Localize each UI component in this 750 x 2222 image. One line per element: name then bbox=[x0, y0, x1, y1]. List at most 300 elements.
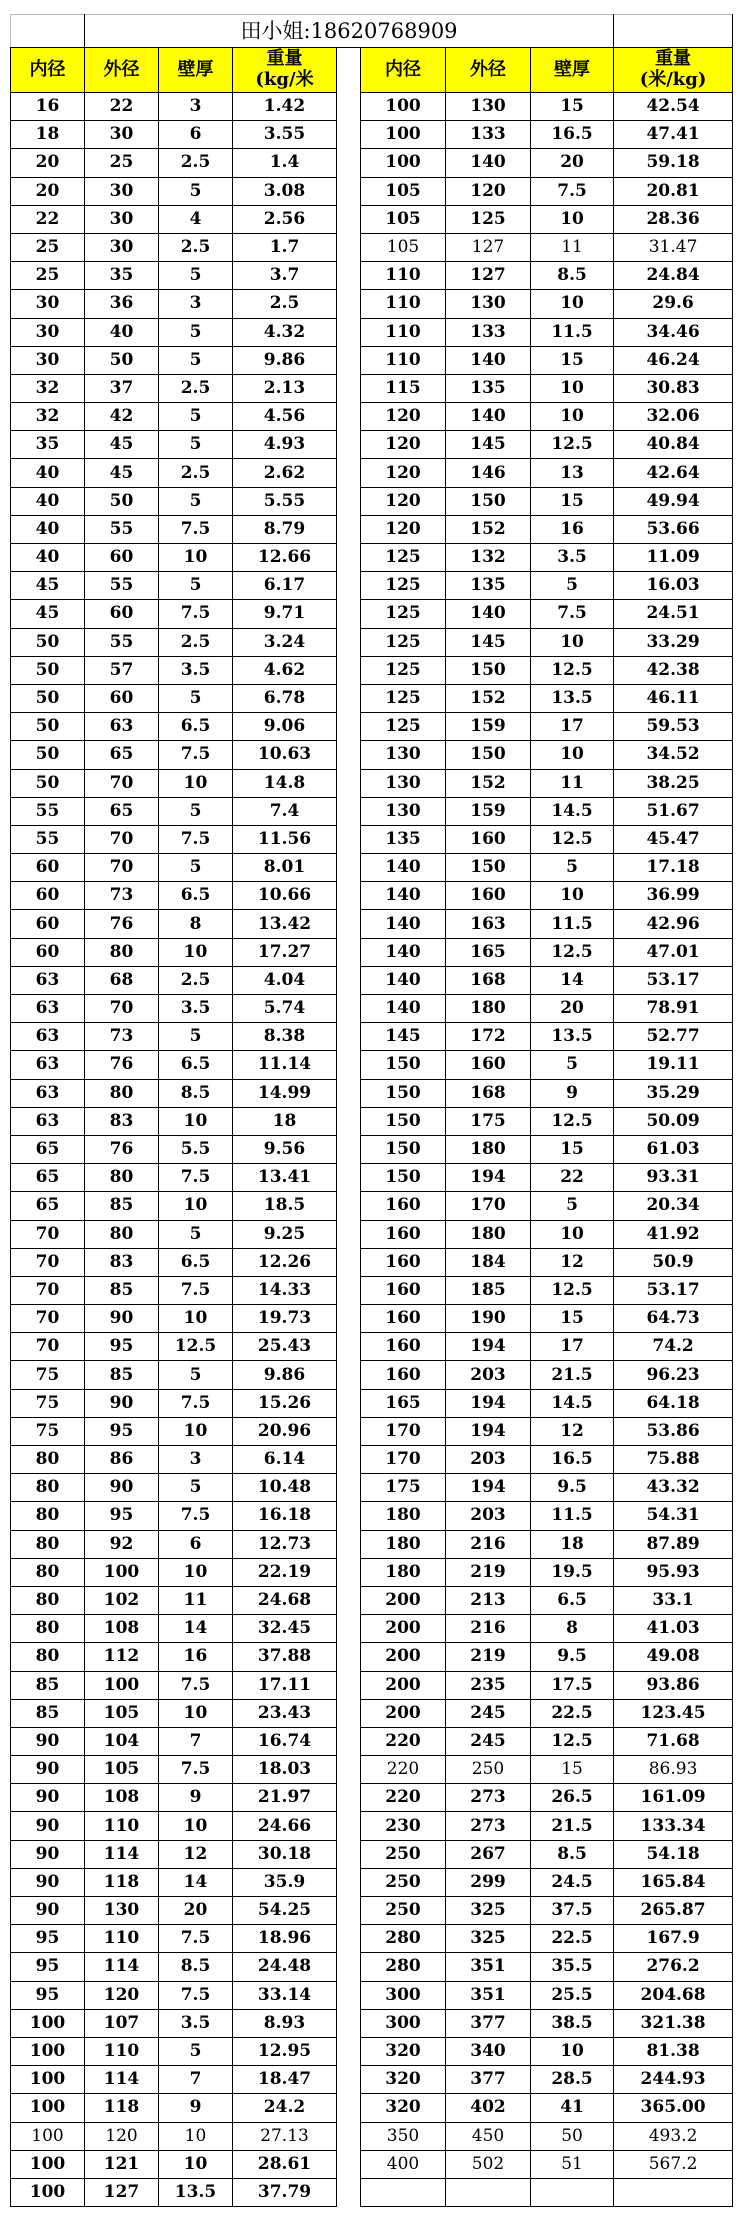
cell-right-inner-diameter: 170 bbox=[361, 1417, 446, 1445]
cell-left-wall-thickness: 3.5 bbox=[159, 995, 233, 1023]
cell-left-outer-diameter: 60 bbox=[85, 544, 159, 572]
table-row bbox=[11, 854, 733, 882]
cell-right-wall-thickness: 8.5 bbox=[531, 262, 614, 290]
cell-left-inner-diameter: 80 bbox=[11, 1615, 85, 1643]
cell-right-weight: 53.86 bbox=[614, 1417, 733, 1445]
column-gap bbox=[337, 628, 361, 656]
cell-left-weight: 3.55 bbox=[233, 121, 337, 149]
cell-right-inner-diameter: 120 bbox=[361, 403, 446, 431]
cell-left-wall-thickness: 7.5 bbox=[159, 1981, 233, 2009]
cell-right-weight: 161.09 bbox=[614, 1784, 733, 1812]
cell-left-outer-diameter: 80 bbox=[85, 1220, 159, 1248]
cell-right-inner-diameter: 250 bbox=[361, 1897, 446, 1925]
cell-right-weight: 276.2 bbox=[614, 1953, 733, 1981]
cell-right-wall-thickness: 15 bbox=[531, 346, 614, 374]
cell-right-inner-diameter: 400 bbox=[361, 2150, 446, 2178]
table-row bbox=[11, 515, 733, 543]
cell-left-inner-diameter: 22 bbox=[11, 205, 85, 233]
cell-right-weight: 95.93 bbox=[614, 1558, 733, 1586]
cell-right-outer-diameter: 219 bbox=[446, 1558, 531, 1586]
table-row bbox=[11, 797, 733, 825]
table-row bbox=[11, 1840, 733, 1868]
cell-right-wall-thickness: 17 bbox=[531, 713, 614, 741]
cell-left-outer-diameter: 40 bbox=[85, 318, 159, 346]
cell-right-outer-diameter: 340 bbox=[446, 2037, 531, 2065]
cell-left-weight: 17.11 bbox=[233, 1671, 337, 1699]
cell-right-wall-thickness: 10 bbox=[531, 882, 614, 910]
column-gap bbox=[337, 262, 361, 290]
cell-right-weight: 24.51 bbox=[614, 600, 733, 628]
cell-left-inner-diameter: 40 bbox=[11, 515, 85, 543]
cell-left-weight: 32.45 bbox=[233, 1615, 337, 1643]
cell-right-inner-diameter: 170 bbox=[361, 1446, 446, 1474]
cell-right-inner-diameter: 320 bbox=[361, 2094, 446, 2122]
column-gap bbox=[337, 1446, 361, 1474]
cell-right-weight: 93.86 bbox=[614, 1671, 733, 1699]
table-row bbox=[11, 205, 733, 233]
cell-right-outer-diameter: 351 bbox=[446, 1953, 531, 1981]
column-gap bbox=[337, 995, 361, 1023]
cell-right-outer-diameter: 402 bbox=[446, 2094, 531, 2122]
cell-right-outer-diameter: 145 bbox=[446, 628, 531, 656]
cell-right-inner-diameter: 120 bbox=[361, 459, 446, 487]
cell-left-outer-diameter: 25 bbox=[85, 149, 159, 177]
cell-left-weight: 17.27 bbox=[233, 938, 337, 966]
cell-right-weight: 54.18 bbox=[614, 1840, 733, 1868]
cell-left-wall-thickness: 4 bbox=[159, 205, 233, 233]
cell-right-weight: 53.66 bbox=[614, 515, 733, 543]
cell-right-outer-diameter: 203 bbox=[446, 1361, 531, 1389]
cell-right-outer-diameter: 172 bbox=[446, 1023, 531, 1051]
header-inner-diameter: 内径 bbox=[11, 48, 85, 93]
cell-left-outer-diameter: 70 bbox=[85, 995, 159, 1023]
cell-right-wall-thickness: 37.5 bbox=[531, 1897, 614, 1925]
pipe-weight-table bbox=[10, 14, 733, 2207]
sheet-title: 田小姐:18620768909 bbox=[85, 15, 614, 48]
cell-left-inner-diameter: 32 bbox=[11, 374, 85, 402]
cell-right-inner-diameter: 200 bbox=[361, 1671, 446, 1699]
cell-right-inner-diameter: 125 bbox=[361, 628, 446, 656]
column-gap bbox=[337, 2150, 361, 2178]
cell-right-wall-thickness: 5 bbox=[531, 1051, 614, 1079]
column-gap bbox=[337, 1868, 361, 1896]
cell-right-inner-diameter: 160 bbox=[361, 1361, 446, 1389]
table-row bbox=[11, 1558, 733, 1586]
cell-right-wall-thickness: 11.5 bbox=[531, 910, 614, 938]
cell-right-outer-diameter: 163 bbox=[446, 910, 531, 938]
cell-right-inner-diameter: 130 bbox=[361, 769, 446, 797]
cell-left-wall-thickness: 2.5 bbox=[159, 374, 233, 402]
column-gap bbox=[337, 1784, 361, 1812]
table-row bbox=[11, 1446, 733, 1474]
cell-left-inner-diameter: 80 bbox=[11, 1558, 85, 1586]
cell-left-weight: 30.18 bbox=[233, 1840, 337, 1868]
cell-right-weight: 20.81 bbox=[614, 177, 733, 205]
table-row bbox=[11, 487, 733, 515]
cell-left-outer-diameter: 80 bbox=[85, 1164, 159, 1192]
cell-left-weight: 14.8 bbox=[233, 769, 337, 797]
cell-right-weight: 75.88 bbox=[614, 1446, 733, 1474]
cell-left-weight: 18.5 bbox=[233, 1192, 337, 1220]
table-row bbox=[11, 2094, 733, 2122]
table-row bbox=[11, 966, 733, 994]
cell-right-outer-diameter: 152 bbox=[446, 684, 531, 712]
cell-right-weight: 64.73 bbox=[614, 1305, 733, 1333]
cell-right-wall-thickness: 10 bbox=[531, 290, 614, 318]
table-row bbox=[11, 628, 733, 656]
cell-left-inner-diameter: 95 bbox=[11, 1981, 85, 2009]
cell-left-inner-diameter: 90 bbox=[11, 1868, 85, 1896]
cell-left-weight: 2.56 bbox=[233, 205, 337, 233]
cell-right-wall-thickness: 28.5 bbox=[531, 2066, 614, 2094]
cell-right-wall-thickness: 10 bbox=[531, 205, 614, 233]
cell-left-weight: 4.56 bbox=[233, 403, 337, 431]
column-gap bbox=[337, 515, 361, 543]
column-gap bbox=[337, 1558, 361, 1586]
cell-right-outer-diameter: 377 bbox=[446, 2009, 531, 2037]
cell-right-inner-diameter: 320 bbox=[361, 2066, 446, 2094]
cell-right-outer-diameter: 150 bbox=[446, 854, 531, 882]
table-row bbox=[11, 262, 733, 290]
cell-left-wall-thickness: 5 bbox=[159, 684, 233, 712]
title-spacer-cell bbox=[11, 15, 85, 48]
column-gap bbox=[337, 1023, 361, 1051]
cell-right-wall-thickness: 21.5 bbox=[531, 1361, 614, 1389]
table-row bbox=[11, 121, 733, 149]
cell-left-inner-diameter: 50 bbox=[11, 684, 85, 712]
cell-left-wall-thickness: 7.5 bbox=[159, 1671, 233, 1699]
cell-left-wall-thickness: 2.5 bbox=[159, 149, 233, 177]
cell-left-wall-thickness: 7.5 bbox=[159, 1276, 233, 1304]
cell-right-outer-diameter: 146 bbox=[446, 459, 531, 487]
table-row bbox=[11, 1051, 733, 1079]
cell-left-weight: 19.73 bbox=[233, 1305, 337, 1333]
cell-left-wall-thickness: 10 bbox=[159, 1558, 233, 1586]
column-gap bbox=[337, 1248, 361, 1276]
cell-right-wall-thickness: 13 bbox=[531, 459, 614, 487]
cell-left-weight: 1.4 bbox=[233, 149, 337, 177]
table-row bbox=[11, 2037, 733, 2065]
column-gap bbox=[337, 1643, 361, 1671]
cell-left-outer-diameter: 30 bbox=[85, 121, 159, 149]
header-row bbox=[11, 48, 733, 93]
cell-right-wall-thickness: 11.5 bbox=[531, 1502, 614, 1530]
cell-right-inner-diameter: 160 bbox=[361, 1276, 446, 1304]
table-row bbox=[11, 656, 733, 684]
cell-left-weight: 25.43 bbox=[233, 1333, 337, 1361]
cell-right-wall-thickness: 15 bbox=[531, 487, 614, 515]
column-gap bbox=[337, 1361, 361, 1389]
table-row bbox=[11, 1727, 733, 1755]
cell-left-weight: 12.66 bbox=[233, 544, 337, 572]
cell-right-wall-thickness: 20 bbox=[531, 995, 614, 1023]
cell-left-weight: 14.33 bbox=[233, 1276, 337, 1304]
cell-right-outer-diameter: 203 bbox=[446, 1446, 531, 1474]
cell-right-weight: 204.68 bbox=[614, 1981, 733, 2009]
cell-right-wall-thickness: 14 bbox=[531, 966, 614, 994]
cell-right-outer-diameter: 267 bbox=[446, 1840, 531, 1868]
cell-left-wall-thickness: 5 bbox=[159, 1474, 233, 1502]
cell-left-inner-diameter: 80 bbox=[11, 1502, 85, 1530]
cell-right-weight: 96.23 bbox=[614, 1361, 733, 1389]
cell-right-inner-diameter: 200 bbox=[361, 1699, 446, 1727]
cell-left-inner-diameter: 80 bbox=[11, 1643, 85, 1671]
cell-right-wall-thickness: 6.5 bbox=[531, 1586, 614, 1614]
cell-right-wall-thickness: 12 bbox=[531, 1248, 614, 1276]
column-gap bbox=[337, 1953, 361, 1981]
column-gap bbox=[337, 374, 361, 402]
cell-left-wall-thickness: 8.5 bbox=[159, 1953, 233, 1981]
cell-right-weight: 34.52 bbox=[614, 741, 733, 769]
table-row bbox=[11, 1107, 733, 1135]
cell-left-inner-diameter: 60 bbox=[11, 910, 85, 938]
cell-right-outer-diameter: 159 bbox=[446, 713, 531, 741]
cell-left-weight: 37.79 bbox=[233, 2178, 337, 2206]
cell-right-inner-diameter: 175 bbox=[361, 1474, 446, 1502]
column-gap bbox=[337, 487, 361, 515]
cell-right-wall-thickness: 10 bbox=[531, 628, 614, 656]
cell-right-weight: 567.2 bbox=[614, 2150, 733, 2178]
cell-left-weight: 11.56 bbox=[233, 825, 337, 853]
cell-left-outer-diameter: 104 bbox=[85, 1727, 159, 1755]
cell-left-weight: 8.01 bbox=[233, 854, 337, 882]
cell-right-inner-diameter bbox=[361, 2178, 446, 2206]
cell-right-weight: 54.31 bbox=[614, 1502, 733, 1530]
cell-right-outer-diameter: 140 bbox=[446, 600, 531, 628]
cell-left-outer-diameter: 30 bbox=[85, 205, 159, 233]
table-row bbox=[11, 1530, 733, 1558]
header-inner-diameter-right: 内径 bbox=[361, 48, 446, 93]
cell-right-inner-diameter: 140 bbox=[361, 995, 446, 1023]
cell-right-wall-thickness: 12.5 bbox=[531, 1727, 614, 1755]
cell-left-outer-diameter: 55 bbox=[85, 628, 159, 656]
cell-left-wall-thickness: 3 bbox=[159, 93, 233, 121]
cell-left-inner-diameter: 90 bbox=[11, 1897, 85, 1925]
cell-right-inner-diameter: 100 bbox=[361, 93, 446, 121]
cell-left-inner-diameter: 65 bbox=[11, 1164, 85, 1192]
cell-right-outer-diameter: 160 bbox=[446, 1051, 531, 1079]
cell-left-inner-diameter: 100 bbox=[11, 2150, 85, 2178]
cell-right-inner-diameter: 115 bbox=[361, 374, 446, 402]
cell-left-weight: 3.08 bbox=[233, 177, 337, 205]
cell-right-inner-diameter: 230 bbox=[361, 1812, 446, 1840]
column-gap bbox=[337, 938, 361, 966]
cell-right-wall-thickness: 12.5 bbox=[531, 431, 614, 459]
table-row bbox=[11, 1756, 733, 1784]
cell-right-outer-diameter: 502 bbox=[446, 2150, 531, 2178]
cell-left-wall-thickness: 5 bbox=[159, 854, 233, 882]
column-gap bbox=[337, 1051, 361, 1079]
cell-right-wall-thickness: 19.5 bbox=[531, 1558, 614, 1586]
cell-left-inner-diameter: 25 bbox=[11, 262, 85, 290]
cell-left-outer-diameter: 85 bbox=[85, 1276, 159, 1304]
cell-left-outer-diameter: 36 bbox=[85, 290, 159, 318]
cell-left-wall-thickness: 6.5 bbox=[159, 1051, 233, 1079]
cell-right-outer-diameter: 152 bbox=[446, 515, 531, 543]
cell-right-outer-diameter: 250 bbox=[446, 1756, 531, 1784]
cell-right-inner-diameter: 110 bbox=[361, 262, 446, 290]
column-gap bbox=[337, 1502, 361, 1530]
cell-left-inner-diameter: 65 bbox=[11, 1135, 85, 1163]
cell-left-outer-diameter: 68 bbox=[85, 966, 159, 994]
cell-right-inner-diameter: 350 bbox=[361, 2122, 446, 2150]
cell-left-weight: 2.5 bbox=[233, 290, 337, 318]
cell-left-weight: 28.61 bbox=[233, 2150, 337, 2178]
cell-left-outer-diameter: 110 bbox=[85, 1925, 159, 1953]
cell-left-weight: 12.26 bbox=[233, 1248, 337, 1276]
table-row bbox=[11, 1615, 733, 1643]
cell-right-wall-thickness: 12 bbox=[531, 1417, 614, 1445]
header-weight-label: 重量 bbox=[266, 48, 303, 70]
cell-left-outer-diameter: 42 bbox=[85, 403, 159, 431]
column-gap bbox=[337, 882, 361, 910]
cell-left-inner-diameter: 80 bbox=[11, 1586, 85, 1614]
cell-left-outer-diameter: 37 bbox=[85, 374, 159, 402]
cell-right-weight: 321.38 bbox=[614, 2009, 733, 2037]
cell-right-outer-diameter: 140 bbox=[446, 149, 531, 177]
cell-right-wall-thickness: 22.5 bbox=[531, 1699, 614, 1727]
cell-left-wall-thickness: 5 bbox=[159, 2037, 233, 2065]
cell-left-wall-thickness: 5 bbox=[159, 431, 233, 459]
table-row bbox=[11, 403, 733, 431]
cell-right-wall-thickness: 21.5 bbox=[531, 1812, 614, 1840]
cell-left-wall-thickness: 2.5 bbox=[159, 233, 233, 261]
cell-right-wall-thickness: 38.5 bbox=[531, 2009, 614, 2037]
table-row bbox=[11, 825, 733, 853]
column-gap bbox=[337, 600, 361, 628]
table-row bbox=[11, 544, 733, 572]
cell-right-weight: 53.17 bbox=[614, 966, 733, 994]
cell-left-weight: 1.7 bbox=[233, 233, 337, 261]
cell-right-inner-diameter: 250 bbox=[361, 1868, 446, 1896]
cell-right-outer-diameter: 133 bbox=[446, 318, 531, 346]
cell-right-weight: 41.92 bbox=[614, 1220, 733, 1248]
cell-left-wall-thickness: 12.5 bbox=[159, 1333, 233, 1361]
cell-left-wall-thickness: 7 bbox=[159, 2066, 233, 2094]
table-row bbox=[11, 2122, 733, 2150]
table-row bbox=[11, 572, 733, 600]
cell-left-weight: 54.25 bbox=[233, 1897, 337, 1925]
cell-right-weight: 36.99 bbox=[614, 882, 733, 910]
cell-left-outer-diameter: 30 bbox=[85, 233, 159, 261]
cell-left-inner-diameter: 90 bbox=[11, 1756, 85, 1784]
cell-left-wall-thickness: 10 bbox=[159, 1417, 233, 1445]
cell-left-outer-diameter: 30 bbox=[85, 177, 159, 205]
cell-right-inner-diameter: 160 bbox=[361, 1248, 446, 1276]
cell-left-weight: 6.17 bbox=[233, 572, 337, 600]
cell-left-inner-diameter: 100 bbox=[11, 2178, 85, 2206]
table-row bbox=[11, 684, 733, 712]
column-gap bbox=[337, 177, 361, 205]
cell-right-inner-diameter: 220 bbox=[361, 1727, 446, 1755]
cell-right-inner-diameter: 280 bbox=[361, 1925, 446, 1953]
cell-left-inner-diameter: 18 bbox=[11, 121, 85, 149]
cell-right-weight: 64.18 bbox=[614, 1389, 733, 1417]
cell-left-inner-diameter: 75 bbox=[11, 1389, 85, 1417]
cell-left-outer-diameter: 70 bbox=[85, 825, 159, 853]
column-gap bbox=[337, 346, 361, 374]
table-row bbox=[11, 1333, 733, 1361]
cell-left-inner-diameter: 70 bbox=[11, 1305, 85, 1333]
cell-right-wall-thickness: 10 bbox=[531, 2037, 614, 2065]
cell-left-inner-diameter: 100 bbox=[11, 2066, 85, 2094]
cell-right-wall-thickness: 11.5 bbox=[531, 318, 614, 346]
cell-left-outer-diameter: 90 bbox=[85, 1305, 159, 1333]
table-row bbox=[11, 1812, 733, 1840]
cell-right-outer-diameter: 152 bbox=[446, 769, 531, 797]
column-gap bbox=[337, 684, 361, 712]
cell-right-weight: 365.00 bbox=[614, 2094, 733, 2122]
cell-left-outer-diameter: 76 bbox=[85, 1051, 159, 1079]
cell-right-inner-diameter: 220 bbox=[361, 1784, 446, 1812]
cell-right-wall-thickness: 14.5 bbox=[531, 1389, 614, 1417]
cell-right-weight: 46.24 bbox=[614, 346, 733, 374]
cell-right-wall-thickness: 5 bbox=[531, 572, 614, 600]
column-gap bbox=[337, 233, 361, 261]
cell-right-wall-thickness: 15 bbox=[531, 93, 614, 121]
cell-right-wall-thickness: 15 bbox=[531, 1756, 614, 1784]
cell-left-wall-thickness: 3.5 bbox=[159, 656, 233, 684]
cell-left-weight: 9.86 bbox=[233, 1361, 337, 1389]
column-gap bbox=[337, 825, 361, 853]
cell-left-outer-diameter: 65 bbox=[85, 797, 159, 825]
cell-right-weight: 53.17 bbox=[614, 1276, 733, 1304]
cell-left-inner-diameter: 50 bbox=[11, 713, 85, 741]
cell-left-outer-diameter: 65 bbox=[85, 741, 159, 769]
table-row bbox=[11, 290, 733, 318]
cell-left-weight: 1.42 bbox=[233, 93, 337, 121]
cell-right-outer-diameter: 273 bbox=[446, 1784, 531, 1812]
cell-left-inner-diameter: 75 bbox=[11, 1361, 85, 1389]
table-row bbox=[11, 459, 733, 487]
column-gap bbox=[337, 2178, 361, 2206]
table-row bbox=[11, 2150, 733, 2178]
cell-right-outer-diameter bbox=[446, 2178, 531, 2206]
cell-right-inner-diameter: 140 bbox=[361, 966, 446, 994]
cell-right-inner-diameter: 140 bbox=[361, 910, 446, 938]
cell-right-outer-diameter: 450 bbox=[446, 2122, 531, 2150]
cell-left-outer-diameter: 90 bbox=[85, 1474, 159, 1502]
cell-left-outer-diameter: 50 bbox=[85, 487, 159, 515]
column-gap bbox=[337, 544, 361, 572]
cell-right-weight: 35.29 bbox=[614, 1079, 733, 1107]
cell-left-inner-diameter: 63 bbox=[11, 1079, 85, 1107]
cell-left-inner-diameter: 60 bbox=[11, 854, 85, 882]
column-gap bbox=[337, 2122, 361, 2150]
cell-right-outer-diameter: 377 bbox=[446, 2066, 531, 2094]
table-row bbox=[11, 769, 733, 797]
cell-left-wall-thickness: 5 bbox=[159, 346, 233, 374]
cell-left-inner-diameter: 90 bbox=[11, 1784, 85, 1812]
cell-left-inner-diameter: 80 bbox=[11, 1446, 85, 1474]
cell-right-wall-thickness: 26.5 bbox=[531, 1784, 614, 1812]
table-row bbox=[11, 149, 733, 177]
cell-left-outer-diameter: 73 bbox=[85, 1023, 159, 1051]
table-row bbox=[11, 1699, 733, 1727]
cell-right-inner-diameter: 120 bbox=[361, 515, 446, 543]
cell-right-wall-thickness: 11 bbox=[531, 233, 614, 261]
column-gap bbox=[337, 1079, 361, 1107]
cell-left-wall-thickness: 5.5 bbox=[159, 1135, 233, 1163]
cell-right-weight: 493.2 bbox=[614, 2122, 733, 2150]
cell-left-outer-diameter: 55 bbox=[85, 572, 159, 600]
cell-left-wall-thickness: 6 bbox=[159, 1530, 233, 1558]
cell-left-outer-diameter: 108 bbox=[85, 1784, 159, 1812]
cell-right-weight: 34.46 bbox=[614, 318, 733, 346]
cell-right-outer-diameter: 185 bbox=[446, 1276, 531, 1304]
column-gap bbox=[337, 1756, 361, 1784]
cell-right-wall-thickness: 16 bbox=[531, 515, 614, 543]
